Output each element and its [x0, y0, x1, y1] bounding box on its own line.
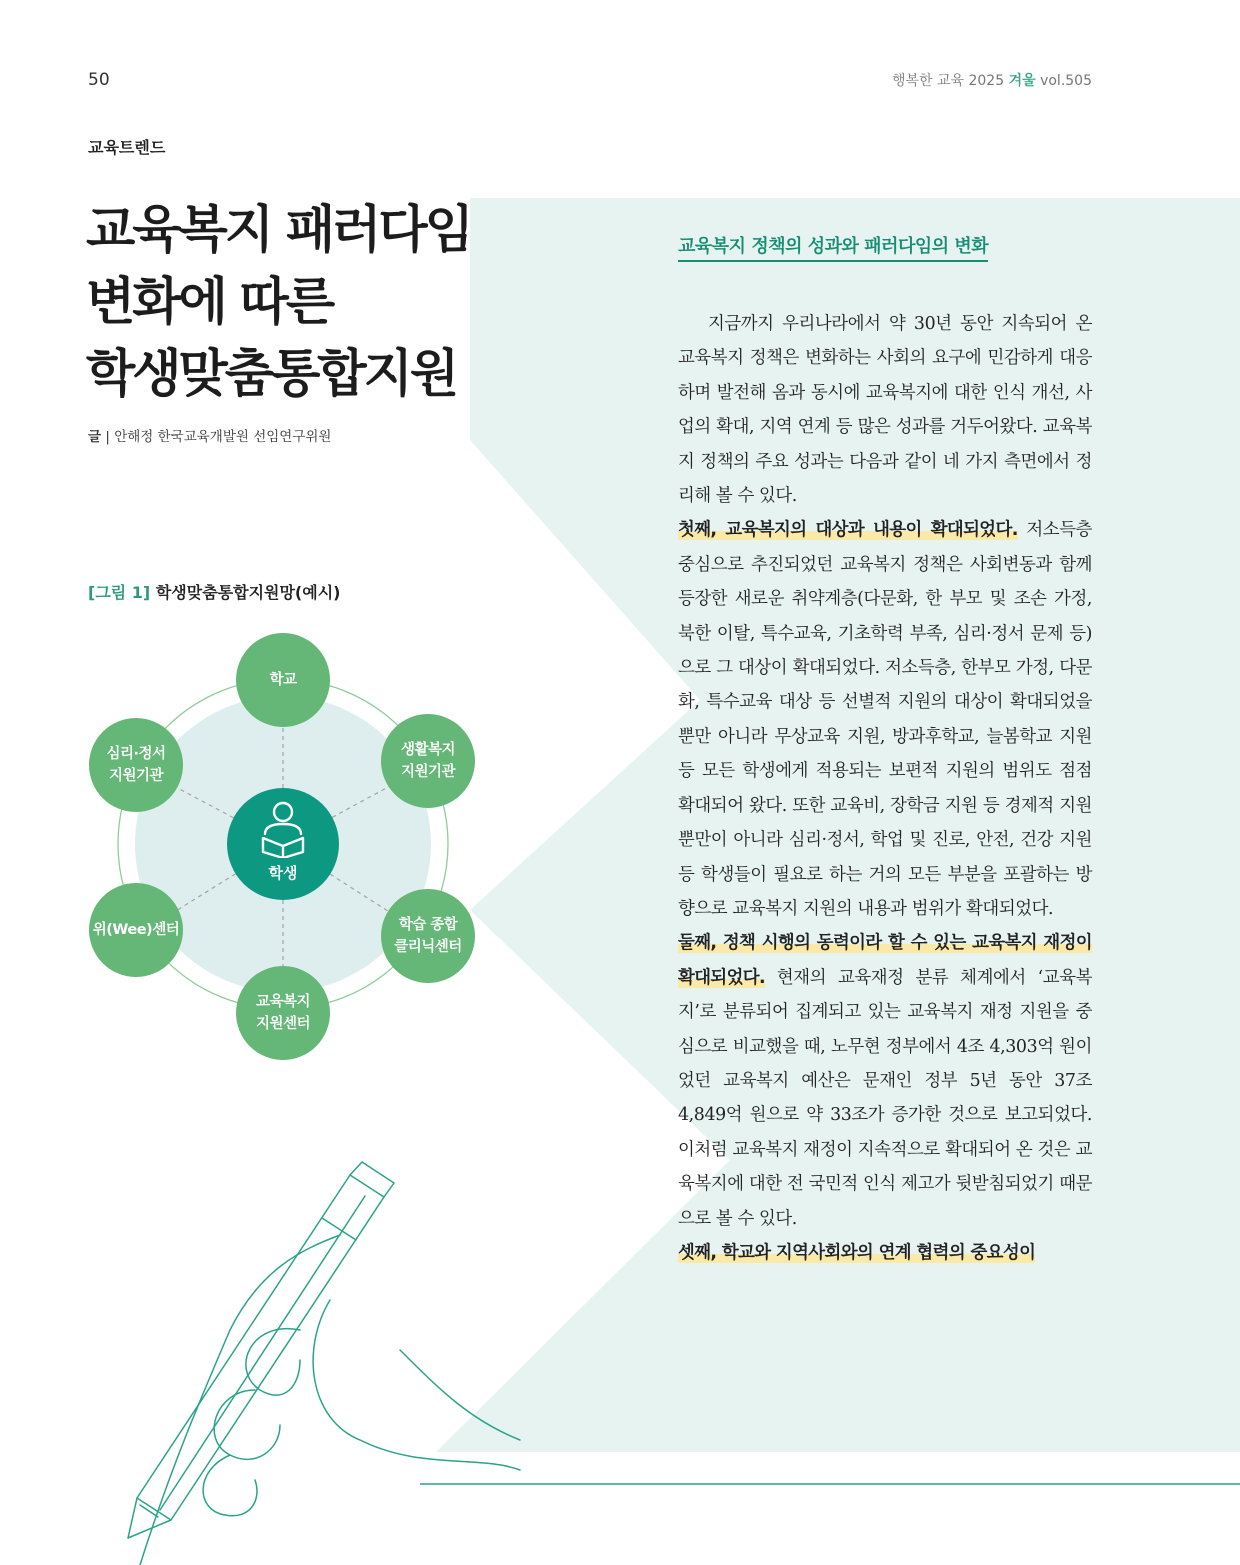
title-line: 학생맞춤통합지원	[86, 345, 457, 404]
node-school: 학교	[236, 633, 330, 727]
node-psych-agency: 심리·정서 지원기관	[89, 718, 183, 812]
support-network-diagram	[80, 625, 500, 1075]
title-line: 변화에 따른	[86, 273, 333, 332]
season-logo: 겨울	[1008, 73, 1036, 89]
magazine-name: 행복한 교육 2025	[891, 73, 1005, 89]
page-number: 50	[88, 70, 110, 90]
node-learning-clinic: 학습 종합 클리닉센터	[381, 889, 475, 983]
title-line: 교육복지 패러다임	[86, 201, 471, 260]
center-label: 학생	[268, 864, 298, 882]
figure-title: 학생맞춤통합지원망(예시)	[155, 583, 341, 602]
article-heading: 교육복지 정책의 성과와 패러다임의 변화	[678, 232, 988, 262]
node-welfare-center: 교육복지 지원센터	[236, 966, 330, 1060]
article-body	[678, 307, 1092, 1270]
volume: vol.505	[1040, 73, 1092, 89]
byline-author: 안해정 한국교육개발원 선임연구위원	[114, 429, 332, 445]
article-title	[86, 195, 471, 411]
paragraph-text: 저소득층 중심으로 추진되었던 교육복지 정책은 사회변동과 함께 등장한 새로운 취약계층(다문화, 한 부모 및 조손 가정, 북한 이탈, 특수교육, 기초학력 부족, 심리·정서 문제 등)으로 그 대상이 확대되었다. 저소득층, 한부모 가정, 다문화, 특수교육 대상 등 선별적 지원의 대상이 확대되었을 뿐만 아니라 무상교육 지원, 방과후학교, 늘봄학교 지원 등 모든 학생에게 적용되는 보편적 지원의 범위도 점점 확대되어 왔다. 또한 교육비, 장학금 지원 등 경제적 지원뿐만이 아니라 심리·정서, 학업 및 진로, 안전, 건강 지원 등 학생들이 필요로 하는 거의 모든 부분을 포괄하는 방향으로 교육복지 지원의 내용과 범위가 확대되었다.	[678, 520, 1092, 919]
student-reading-icon	[255, 800, 311, 858]
section-label: 교육트렌드	[88, 138, 166, 157]
highlighted-sentence: 첫째, 교육복지의 대상과 내용이 확대되었다.	[678, 520, 1018, 541]
figure-label: [그림 1]	[88, 583, 151, 602]
paragraph: 지금까지 우리나라에서 약 30년 동안 지속되어 온 교육복지 정책은 변화하는 사회의 요구에 민감하게 대응하며 발전해 옴과 동시에 교육복지에 대한 인식 개선, 사업의 확대, 지역 연계 등 많은 성과를 거두어왔다. 교육복지 정책의 주요 성과는 다음과 같이 네 가지 측면에서 정리해 볼 수 있다.	[678, 314, 1092, 507]
hand-with-pencil-illustration	[128, 1162, 520, 1565]
highlighted-sentence: 둘째, 정책 시행의 동력이라 할 수 있는 교육복지 재정이 확대되었다.	[678, 933, 1092, 988]
figure-caption	[88, 580, 340, 603]
paragraph-text: 현재의 교육재정 분류 체계에서 ‘교육복지’로 분류되어 집계되고 있는 교육복지 재정 지원을 중심으로 비교했을 때, 노무현 정부에서 4조 4,303억 원이었던 교육복지 예산은 문재인 정부 5년 동안 37조 4,849억 원으로 약 33조가 증가한 것으로 보고되었다. 이처럼 교육복지 재정이 지속적으로 확대되어 온 것은 교육복지에 대한 전 국민적 인식 제고가 뒷받침되었기 때문으로 볼 수 있다.	[678, 967, 1092, 1229]
byline-prefix: 글	[88, 429, 102, 445]
node-wee-center: 위(Wee)센터	[89, 883, 183, 977]
paragraph	[678, 926, 1092, 1236]
node-student	[227, 788, 339, 900]
byline-separator: |	[105, 429, 110, 445]
paragraph	[678, 513, 1092, 926]
paragraph	[678, 1236, 1092, 1270]
highlighted-sentence: 셋째, 학교와 지역사회와의 연계 협력의 중요성이	[678, 1242, 1036, 1263]
byline	[88, 425, 331, 445]
magazine-header	[892, 70, 1092, 90]
node-welfare-agency: 생활복지 지원기관	[381, 714, 475, 808]
